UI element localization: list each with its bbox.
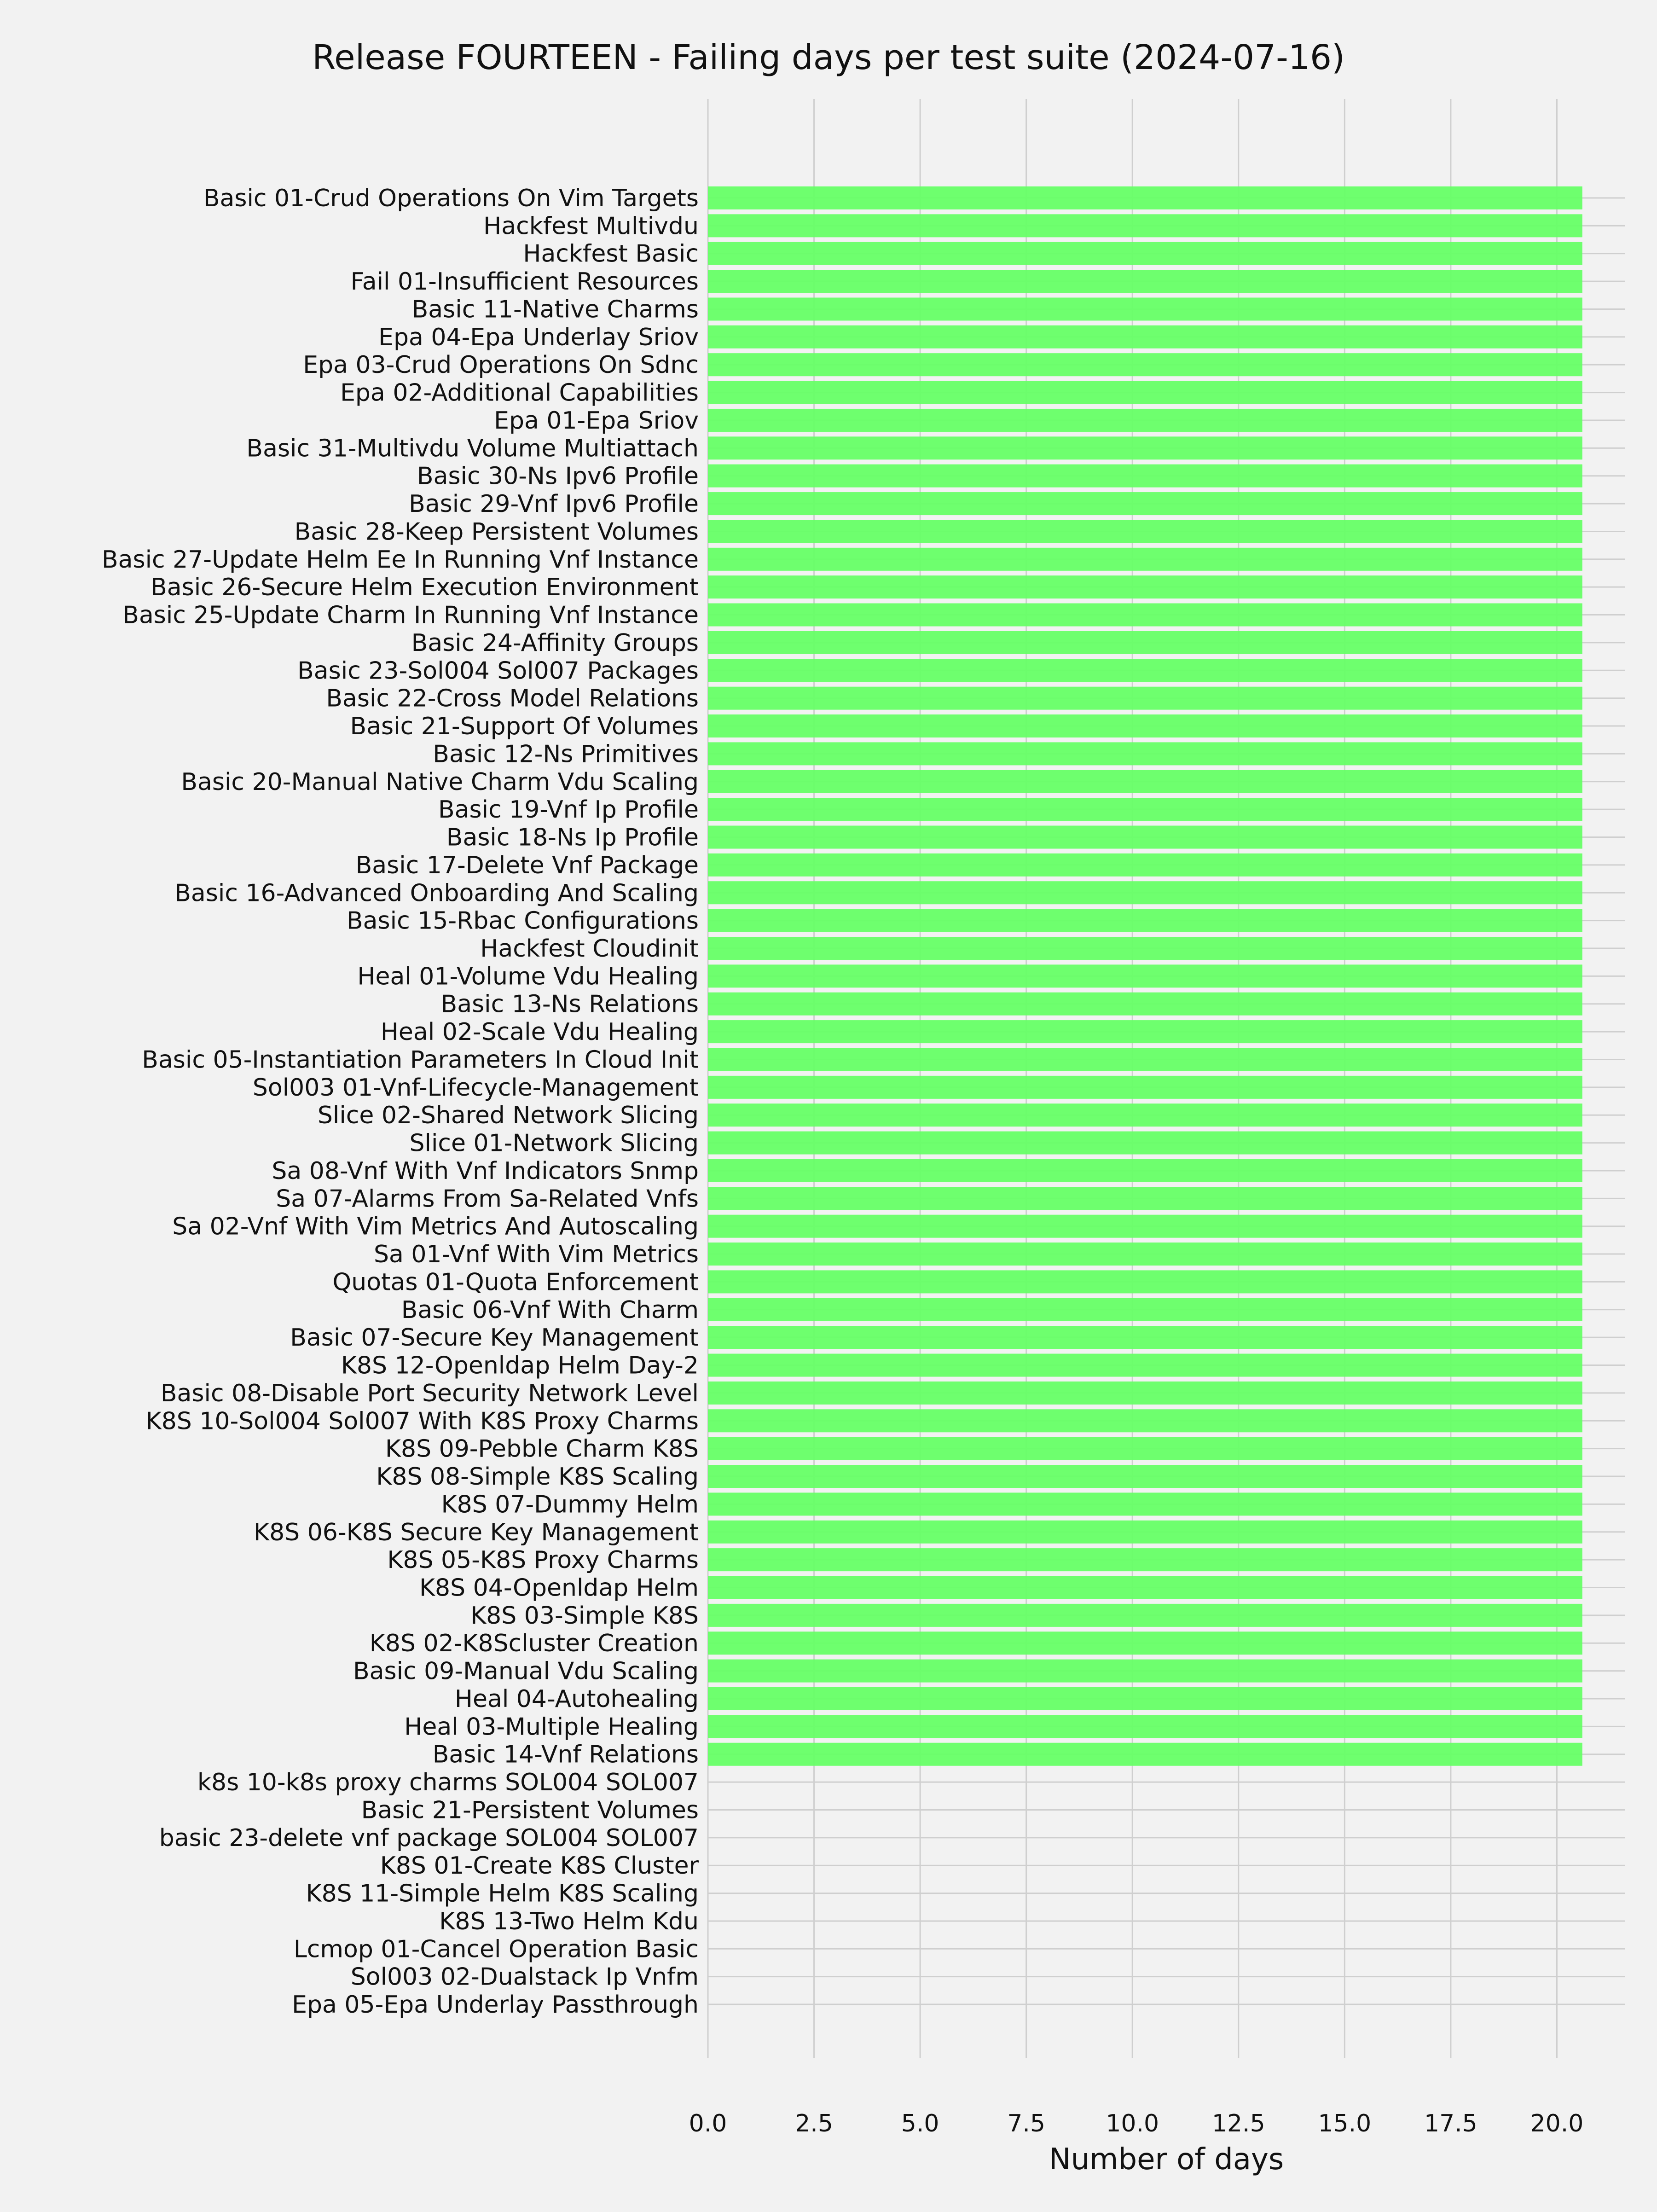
y-tick-label: Basic 06-Vnf With Charm [401, 1296, 699, 1324]
bar [708, 881, 1582, 904]
bar [708, 1687, 1582, 1710]
bar [708, 436, 1582, 459]
x-axis-tick-labels [689, 2110, 1584, 2137]
bar [708, 1298, 1582, 1321]
bar [708, 575, 1582, 598]
x-tick-label: 7.5 [1007, 2110, 1046, 2137]
y-tick-label: Heal 04-Autohealing [454, 1685, 699, 1713]
bar [708, 659, 1582, 682]
bar [708, 242, 1582, 265]
x-tick-label: 20.0 [1530, 2110, 1584, 2137]
y-tick-label: Epa 04-Epa Underlay Sriov [378, 323, 699, 351]
bar [708, 1132, 1582, 1155]
bar [708, 1048, 1582, 1071]
y-tick-label: K8S 10-Sol004 Sol007 With K8S Proxy Charms [145, 1407, 699, 1435]
y-tick-label: Epa 01-Epa Sriov [494, 406, 699, 435]
x-tick-label: 12.5 [1211, 2110, 1265, 2137]
y-tick-label: Basic 17-Delete Vnf Package [355, 851, 699, 879]
y-tick-label: K8S 08-Simple K8S Scaling [376, 1463, 699, 1491]
bar [708, 1465, 1582, 1488]
bar [708, 770, 1582, 793]
y-tick-label: Quotas 01-Quota Enforcement [332, 1268, 699, 1296]
bar [708, 1020, 1582, 1043]
bar [708, 1326, 1582, 1349]
y-tick-label: Heal 01-Volume Vdu Healing [357, 963, 699, 991]
y-tick-label: Basic 19-Vnf Ip Profile [438, 796, 699, 824]
y-tick-label: Fail 01-Insufficient Resources [350, 268, 699, 296]
y-tick-label: Hackfest Cloudinit [480, 935, 699, 963]
y-tick-label: Basic 18-Ns Ip Profile [446, 824, 699, 852]
bar [708, 520, 1582, 543]
y-tick-label: Basic 16-Advanced Onboarding And Scaling [174, 879, 699, 907]
y-tick-label: Sol003 01-Vnf-Lifecycle-Management [252, 1074, 699, 1102]
y-tick-label: Lcmop 01-Cancel Operation Basic [293, 1935, 699, 1963]
y-tick-label: K8S 12-Openldap Helm Day-2 [341, 1352, 699, 1380]
y-tick-label: Basic 05-Instantiation Parameters In Cloud Init [142, 1046, 699, 1074]
y-tick-label: Basic 28-Keep Persistent Volumes [294, 518, 699, 546]
bar [708, 687, 1582, 710]
bar [708, 1631, 1582, 1655]
y-tick-label: Basic 07-Secure Key Management [290, 1324, 699, 1352]
bar [708, 1492, 1582, 1515]
y-tick-label: K8S 13-Two Helm Kdu [439, 1907, 699, 1935]
bar [708, 409, 1582, 432]
y-tick-label: Basic 20-Manual Native Charm Vdu Scaling [181, 768, 699, 796]
y-tick-label: Basic 30-Ns Ipv6 Profile [417, 462, 699, 490]
bars [708, 186, 1582, 1766]
x-tick-label: 15.0 [1318, 2110, 1372, 2137]
y-tick-label: Basic 21-Persistent Volumes [361, 1796, 699, 1824]
y-tick-label: Basic 09-Manual Vdu Scaling [353, 1657, 699, 1685]
bar [708, 548, 1582, 571]
y-tick-label: K8S 04-Openldap Helm [419, 1574, 699, 1602]
y-tick-label: basic 23-delete vnf package SOL004 SOL007 [159, 1824, 699, 1852]
y-tick-label: Epa 03-Crud Operations On Sdnc [303, 351, 699, 379]
bar [708, 1076, 1582, 1099]
bar [708, 1409, 1582, 1432]
bar [708, 1270, 1582, 1293]
bar [708, 1576, 1582, 1599]
y-tick-label: Basic 23-Sol004 Sol007 Packages [297, 657, 699, 685]
bar [708, 1604, 1582, 1627]
y-tick-label: Basic 08-Disable Port Security Network Level [160, 1379, 699, 1407]
y-tick-label: Hackfest Basic [523, 240, 699, 268]
bar [708, 826, 1582, 849]
bar [708, 742, 1582, 765]
bar [708, 297, 1582, 320]
y-tick-label: Slice 02-Shared Network Slicing [317, 1102, 699, 1130]
y-tick-label: Basic 15-Rbac Configurations [347, 907, 699, 935]
y-tick-label: Basic 13-Ns Relations [440, 990, 699, 1018]
y-tick-label: Sa 02-Vnf With Vim Metrics And Autoscaling [172, 1213, 699, 1241]
bar [708, 993, 1582, 1016]
x-tick-label: 5.0 [901, 2110, 939, 2137]
bar [708, 492, 1582, 515]
bar [708, 353, 1582, 376]
bar [708, 604, 1582, 627]
bar [708, 631, 1582, 654]
bar [708, 1521, 1582, 1544]
bar [708, 937, 1582, 960]
y-tick-label: Sa 01-Vnf With Vim Metrics [373, 1241, 699, 1269]
y-tick-label: Basic 25-Update Charm In Running Vnf Instance [122, 601, 699, 629]
y-tick-label: K8S 09-Pebble Charm K8S [385, 1435, 699, 1463]
chart-title: Release FOURTEEN - Failing days per test suite (2024-07-16) [312, 38, 1345, 77]
bar [708, 1743, 1582, 1766]
y-tick-label: Basic 24-Affinity Groups [411, 629, 699, 657]
y-tick-label: K8S 06-K8S Secure Key Management [253, 1518, 699, 1546]
y-tick-label: k8s 10-k8s proxy charms SOL004 SOL007 [197, 1769, 699, 1797]
x-tick-label: 10.0 [1106, 2110, 1159, 2137]
y-tick-label: Basic 22-Cross Model Relations [326, 685, 699, 713]
bar [708, 1159, 1582, 1182]
bar [708, 964, 1582, 987]
y-tick-label: Hackfest Multivdu [483, 212, 699, 240]
bar [708, 1715, 1582, 1738]
y-tick-label: Basic 14-Vnf Relations [432, 1741, 699, 1769]
y-tick-label: K8S 05-K8S Proxy Charms [387, 1546, 699, 1574]
bar [708, 714, 1582, 737]
x-tick-label: 2.5 [795, 2110, 833, 2137]
y-tick-label: Sa 07-Alarms From Sa-Related Vnfs [276, 1185, 699, 1213]
y-tick-label: K8S 07-Dummy Helm [441, 1491, 699, 1519]
y-tick-label: Basic 01-Crud Operations On Vim Targets [203, 185, 699, 212]
y-tick-label: Basic 12-Ns Primitives [433, 740, 699, 768]
y-tick-label: K8S 11-Simple Helm K8S Scaling [306, 1880, 699, 1908]
x-tick-label: 0.0 [689, 2110, 727, 2137]
bar [708, 1382, 1582, 1405]
y-tick-label: Heal 02-Scale Vdu Healing [380, 1018, 699, 1046]
x-axis-label: Number of days [1049, 2142, 1284, 2177]
y-tick-label: Basic 27-Update Helm Ee In Running Vnf Instance [101, 546, 699, 574]
bar [708, 186, 1582, 209]
y-tick-label: Basic 26-Secure Helm Execution Environment [151, 574, 699, 602]
y-tick-label: Epa 05-Epa Underlay Passthrough [292, 1991, 699, 2019]
y-tick-label: Sol003 02-Dualstack Ip Vnfm [350, 1963, 699, 1991]
bar [708, 325, 1582, 348]
y-tick-label: Basic 21-Support Of Volumes [350, 713, 699, 741]
y-tick-label: K8S 02-K8Scluster Creation [369, 1630, 699, 1658]
bar [708, 1215, 1582, 1238]
bar [708, 1354, 1582, 1377]
bar [708, 798, 1582, 821]
bar [708, 909, 1582, 932]
y-tick-label: Basic 11-Native Charms [411, 296, 699, 324]
y-tick-label: Epa 02-Additional Capabilities [340, 379, 699, 407]
bar [708, 1103, 1582, 1126]
y-tick-label: K8S 01-Create K8S Cluster [380, 1852, 699, 1880]
bar [708, 214, 1582, 237]
y-tick-label: Basic 31-Multivdu Volume Multiattach [246, 435, 699, 463]
y-tick-label: Basic 29-Vnf Ipv6 Profile [409, 490, 699, 518]
bar [708, 270, 1582, 293]
y-tick-label: Heal 03-Multiple Healing [404, 1713, 699, 1741]
bar [708, 464, 1582, 488]
bar [708, 853, 1582, 877]
y-tick-label: Slice 01-Network Slicing [409, 1129, 699, 1157]
y-tick-label: Sa 08-Vnf With Vnf Indicators Snmp [272, 1157, 699, 1185]
bar [708, 381, 1582, 404]
bar [708, 1187, 1582, 1210]
bar [708, 1548, 1582, 1571]
bar [708, 1660, 1582, 1683]
bar [708, 1437, 1582, 1460]
bar [708, 1242, 1582, 1266]
x-tick-label: 17.5 [1424, 2110, 1477, 2137]
y-tick-label: K8S 03-Simple K8S [470, 1602, 699, 1630]
